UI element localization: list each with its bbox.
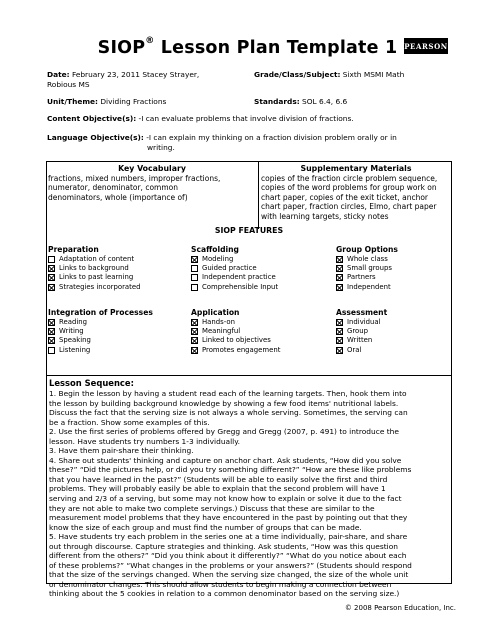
lesson-line: 2. Use the first series of problems offered by Gregg and Gregg (2007, p. 491) to introduce the	[49, 427, 399, 437]
feature-item-label: Comprehensible Input	[202, 282, 279, 291]
lesson-line: know the size of each group and must find the number of groups that can be made.	[49, 522, 362, 532]
materials-line: with learning targets, sticky notes	[261, 211, 389, 221]
lesson-line: that you have learned in the past?” (Students will be able to easily solve the first and third	[49, 474, 388, 484]
feature-item-label: Partners	[347, 273, 376, 282]
lesson-sequence	[49, 378, 451, 599]
checked-box-icon[interactable]	[191, 256, 198, 263]
lesson-line: the lesson by building background knowledge by showing a few food items' nutritional labels.	[49, 398, 399, 408]
feature-item	[48, 336, 163, 345]
feature-item	[191, 264, 306, 273]
feature-group	[191, 245, 306, 292]
checked-box-icon[interactable]	[336, 265, 343, 272]
checked-box-icon[interactable]	[336, 284, 343, 291]
lesson-line: measurement model problems that they have encountered in the past by pointing out that they	[49, 513, 408, 523]
checked-box-icon[interactable]	[191, 328, 198, 335]
language-objective: Language Objective(s): -I can explain my thinking on a fraction division problem orally or in writing.	[47, 133, 397, 152]
standards-field: Standards: SOL 6.4, 6.6	[254, 97, 348, 106]
feature-item	[48, 283, 163, 292]
checked-box-icon[interactable]	[48, 319, 55, 326]
feature-item-label: Speaking	[59, 336, 91, 345]
feature-group-title: Scaffolding	[191, 245, 239, 254]
vocab-line: numerator, denominator, common	[48, 183, 178, 193]
feature-item-label: Whole class	[347, 255, 388, 263]
feature-item	[336, 346, 451, 355]
siop-features-heading: SIOP FEATURES	[214, 226, 284, 235]
lesson-line: or denominator changes. This should allow students to begin making a connection between	[49, 579, 392, 589]
lesson-line: they are not able to make two complete servings.) Discuss that these are similar to the	[49, 503, 375, 513]
feature-group	[191, 308, 306, 355]
vocab-line: denominators, whole (importance of)	[48, 192, 188, 202]
lesson-line: these?” “Did the pictures help, or did you try something different?” “How are these like problems	[49, 465, 412, 475]
feature-item	[336, 318, 451, 327]
feature-item-label: Reading	[59, 318, 87, 326]
feature-item-label: Strategies incorporated	[59, 282, 141, 291]
feature-item-label: Written	[347, 336, 373, 345]
feature-item-label: Hands-on	[202, 318, 235, 326]
feature-item	[336, 336, 451, 345]
checked-box-icon[interactable]	[48, 337, 55, 344]
lesson-line: that the size of the servings changed. When the serving size changed, the size of the whole unit	[49, 570, 409, 580]
feature-item-label: Promotes engagement	[202, 345, 281, 354]
feature-item	[336, 273, 451, 282]
feature-item	[48, 318, 163, 327]
empty-box-icon[interactable]	[191, 265, 198, 272]
materials-line: copies of the word problems for group work on	[261, 183, 437, 193]
page-title: SIOP® Lesson Plan Template 1	[97, 36, 398, 58]
lesson-line: lesson. Have students try numbers 1-3 individually.	[49, 436, 240, 446]
feature-group-title: Preparation	[48, 245, 99, 254]
feature-item-label: Small groups	[347, 264, 392, 273]
feature-group	[336, 245, 451, 292]
feature-item-label: Group	[347, 327, 368, 336]
features-bottom-line	[46, 375, 452, 376]
vocab-divider	[258, 161, 259, 229]
feature-item	[336, 327, 451, 336]
checked-box-icon[interactable]	[191, 347, 198, 354]
checked-box-icon[interactable]	[336, 256, 343, 263]
checked-box-icon[interactable]	[336, 347, 343, 354]
copyright: © 2008 Pearson Education, Inc.	[344, 604, 456, 612]
feature-group	[336, 308, 451, 355]
feature-item	[48, 264, 163, 273]
empty-box-icon[interactable]	[48, 256, 55, 263]
feature-item-label: Guided practice	[202, 264, 257, 273]
lesson-line: problems. They will probably easily be able to explain that the second problem will have 1	[49, 484, 386, 494]
lesson-line: of these problems?” “What changes in the problems or your answers?” (Students should respond	[49, 560, 412, 570]
content-objective: Content Objective(s): -I can evaluate problems that involve division of fractions.	[47, 114, 354, 123]
feature-item	[191, 346, 306, 355]
checked-box-icon[interactable]	[336, 274, 343, 281]
checked-box-icon[interactable]	[48, 265, 55, 272]
materials-line: chart paper, fraction circles, Elmo, chart paper	[261, 202, 437, 212]
feature-item-label: Links to background	[59, 264, 129, 273]
unit-field: Unit/Theme: Dividing Fractions	[47, 97, 167, 106]
feature-item	[336, 255, 451, 264]
feature-item-label: Linked to objectives	[202, 336, 271, 345]
checked-box-icon[interactable]	[48, 274, 55, 281]
feature-item	[191, 327, 306, 336]
feature-item	[191, 318, 306, 327]
checked-box-icon[interactable]	[336, 328, 343, 335]
feature-item	[191, 336, 306, 345]
feature-group-title: Assessment	[336, 308, 388, 317]
feature-item	[191, 273, 306, 282]
vocab-line: fractions, mixed numbers, improper fractions,	[48, 173, 221, 183]
lesson-line: different from the others?” “Did you think about it differently?” “What do you notice about each	[49, 551, 407, 561]
materials-line: chart paper, copies of the exit ticket, anchor	[261, 192, 429, 202]
feature-item	[48, 273, 163, 282]
feature-group	[48, 245, 163, 292]
checked-box-icon[interactable]	[336, 319, 343, 326]
key-vocabulary: Key Vocabulary fractions, mixed numbers, improper fractions, numerator, denominator, common denominators, whole (importance of)	[48, 164, 256, 202]
lesson-line: thinking about the 5 cookies in relation to a common denominator based on the serving size.)	[49, 589, 400, 599]
checked-box-icon[interactable]	[48, 328, 55, 335]
feature-item-label: Links to past learning	[59, 273, 134, 282]
lesson-line: 1. Begin the lesson by having a student read each of the learning targets. Then, hook them into	[49, 389, 407, 398]
lesson-line: out through discourse. Capture strategies and thinking. Ask students, “How was this question	[49, 541, 398, 551]
feature-group-title: Application	[191, 308, 240, 317]
feature-item-label: Oral	[347, 345, 362, 354]
feature-item-label: Meaningful	[202, 327, 241, 336]
feature-group	[48, 308, 163, 355]
feature-item	[48, 255, 163, 264]
lesson-line: 4. Share out students' thinking and capture on anchor chart. Ask students, “How did you solve	[49, 455, 402, 465]
feature-item	[336, 264, 451, 273]
empty-box-icon[interactable]	[48, 347, 55, 354]
feature-item-label: Modeling	[202, 255, 234, 263]
supplementary-materials: Supplementary Materials copies of the fraction circle problem sequence, copies of the word problems for group work on chart paper, copies of the exit ticket, anchor chart paper, fraction circles, Elmo, chart paper with learning targets, sticky notes	[261, 164, 451, 222]
feature-item-label: Independent practice	[202, 273, 276, 282]
pearson-logo: PEARSON	[404, 38, 448, 54]
lesson-line: 5. Have students try each problem in the series one at a time individually, pair-share, and share	[49, 532, 408, 542]
feature-item-label: Listening	[59, 345, 91, 354]
materials-line: copies of the fraction circle problem sequence,	[261, 173, 438, 183]
feature-item-label: Writing	[59, 327, 84, 336]
feature-item	[191, 283, 306, 292]
feature-group-title: Group Options	[336, 245, 398, 254]
empty-box-icon[interactable]	[191, 274, 198, 281]
feature-item-label: Independent	[347, 282, 391, 291]
lesson-line: 3. Have them pair-share their thinking.	[49, 446, 194, 456]
checked-box-icon[interactable]	[336, 337, 343, 344]
feature-item	[48, 327, 163, 336]
feature-item-label: Individual	[347, 318, 381, 326]
lesson-line: be a fraction. Show some examples of this.	[49, 417, 210, 427]
grade-field: Grade/Class/Subject: Sixth MSMI Math	[254, 70, 405, 79]
feature-item-label: Adaptation of content	[59, 255, 135, 263]
date-field: Date: February 23, 2011 Stacey Strayer, Robious MS	[47, 70, 200, 89]
lesson-line: Discuss the fact that the serving size is not always a whole serving. Sometimes, the serving can	[49, 408, 408, 418]
lesson-line: serving and 2/3 of a serving, but some may not know how to explain or solve it due to the fact	[49, 494, 402, 504]
feature-item	[191, 255, 306, 264]
checked-box-icon[interactable]	[191, 319, 198, 326]
checked-box-icon[interactable]	[48, 284, 55, 291]
checked-box-icon[interactable]	[191, 337, 198, 344]
feature-item	[48, 346, 163, 355]
empty-box-icon[interactable]	[191, 284, 198, 291]
lesson-sequence-heading: Lesson Sequence:	[49, 378, 134, 388]
feature-item	[336, 283, 451, 292]
feature-group-title: Integration of Processes	[48, 308, 153, 317]
